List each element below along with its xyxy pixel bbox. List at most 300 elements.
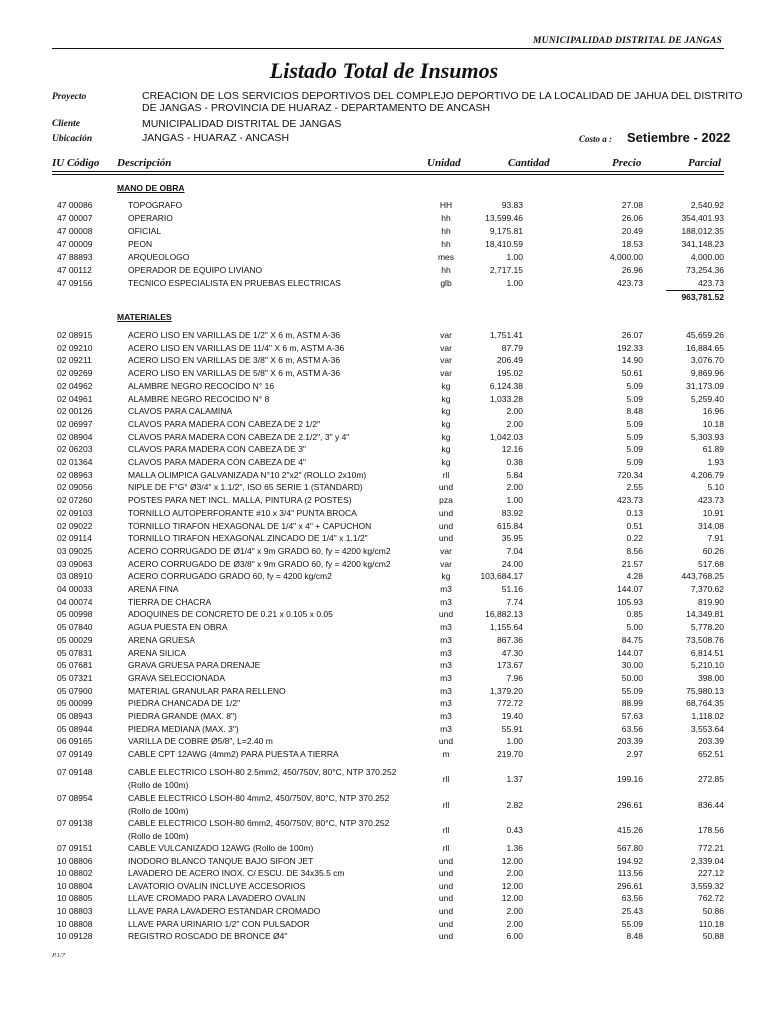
item-unit: und bbox=[438, 918, 454, 929]
table-row bbox=[0, 558, 768, 570]
item-parcial: 772.21 bbox=[698, 843, 724, 853]
item-description: CABLE ELECTRICO LSOH-80 4mm2, 450/750V, 80°C, NTP 370.252 bbox=[128, 792, 390, 803]
item-parcial: 517.68 bbox=[698, 558, 724, 569]
item-parcial: 10.91 bbox=[702, 507, 724, 518]
item-unit: kg bbox=[441, 457, 451, 467]
item-price: 2.97 bbox=[626, 749, 643, 760]
item-description: REGISTRO ROSCADO DE BRONCE Ø4" bbox=[128, 931, 288, 942]
table-row bbox=[0, 608, 768, 620]
cliente-label: Cliente bbox=[52, 119, 80, 129]
table-row bbox=[0, 494, 768, 506]
item-unit: mes bbox=[437, 252, 455, 262]
item-quantity: 103,684.17 bbox=[480, 571, 523, 582]
item-parcial: 3,553.64 bbox=[690, 723, 724, 734]
item-description: ACERO LISO EN VARILLAS DE 11/4" X 6 m, ASTM A-36 bbox=[128, 342, 345, 353]
item-price: 8.56 bbox=[626, 545, 643, 556]
column-header-parcial: Parcial bbox=[688, 157, 721, 169]
item-description: PIEDRA CHANCADA DE 1/2" bbox=[128, 698, 241, 709]
item-code: 05 07840 bbox=[57, 622, 93, 633]
item-quantity: 1.00 bbox=[506, 495, 523, 506]
item-quantity: 24.00 bbox=[501, 558, 523, 569]
item-unit: hh bbox=[441, 213, 451, 223]
item-quantity: 195.02 bbox=[497, 368, 523, 379]
item-description: MALLA OLIMPICA GALVANIZADA N°10 2"x2" (ROLLO 2x10m) bbox=[128, 469, 367, 480]
item-quantity: 7.04 bbox=[506, 545, 523, 556]
item-price: 203.39 bbox=[617, 736, 643, 747]
table-row bbox=[0, 469, 768, 481]
item-parcial: 50.88 bbox=[702, 931, 724, 942]
item-quantity: 51.16 bbox=[501, 584, 523, 594]
item-unit: hh bbox=[441, 239, 451, 249]
item-description: ACERO CORRUGADO DE Ø3/8" x 9m GRADO 60, fy = 4200 kg/cm2 bbox=[128, 558, 391, 569]
table-row bbox=[0, 443, 768, 455]
item-description: PIEDRA GRANDE (MAX. 8") bbox=[128, 711, 237, 721]
item-description-continuation: (Rollo de 100m) bbox=[128, 780, 189, 790]
item-parcial: 423.73 bbox=[698, 495, 724, 506]
item-price: 296.61 bbox=[617, 880, 643, 891]
item-parcial: 14,349.81 bbox=[686, 609, 724, 620]
item-quantity: 1.36 bbox=[506, 843, 523, 853]
item-description: PEON bbox=[128, 239, 153, 249]
item-price: 21.57 bbox=[621, 558, 643, 569]
item-quantity: 12.16 bbox=[501, 444, 523, 455]
item-parcial: 341,148.23 bbox=[681, 239, 724, 249]
table-row bbox=[0, 380, 768, 392]
item-unit: m3 bbox=[440, 660, 452, 671]
item-code: 02 08915 bbox=[57, 330, 93, 340]
table-row bbox=[0, 354, 768, 366]
item-quantity: 173.67 bbox=[497, 660, 523, 671]
item-price: 55.09 bbox=[621, 685, 643, 696]
item-unit: var bbox=[440, 368, 452, 379]
item-code: 10 09128 bbox=[57, 931, 93, 942]
item-unit: m bbox=[442, 749, 450, 760]
item-price: 5.09 bbox=[626, 418, 643, 429]
item-price: 423.73 bbox=[617, 495, 643, 506]
item-quantity: 867.36 bbox=[497, 634, 523, 645]
item-unit: m3 bbox=[440, 711, 452, 721]
item-parcial: 354,401.93 bbox=[681, 213, 724, 223]
item-quantity: 2.00 bbox=[506, 418, 523, 429]
item-code: 03 09063 bbox=[57, 558, 93, 569]
item-code: 47 00008 bbox=[57, 226, 93, 236]
item-code: 02 04961 bbox=[57, 393, 93, 404]
item-description: LLAVE CROMADO PARA LAVADERO OVALIN bbox=[128, 893, 306, 904]
proyecto-label: Proyecto bbox=[52, 92, 87, 102]
item-price: 4.28 bbox=[626, 571, 643, 582]
item-quantity: 1.00 bbox=[506, 278, 523, 288]
item-description: CLAVOS PARA MADERA CON CABEZA DE 2 1/2" bbox=[128, 418, 321, 429]
item-parcial: 762.72 bbox=[698, 893, 724, 904]
item-parcial: 60.26 bbox=[702, 545, 724, 556]
item-code: 10 08806 bbox=[57, 855, 93, 866]
item-parcial: 10.18 bbox=[702, 418, 724, 429]
item-quantity: 7.74 bbox=[506, 596, 523, 607]
table-row bbox=[0, 251, 768, 263]
proyecto-value-line1: CREACION DE LOS SERVICIOS DEPORTIVOS DEL COMPLEJO DEPORTIVO DE LA LOCALIDAD DE JAHUA DEL DISTRITO bbox=[142, 90, 743, 102]
item-code: 05 00998 bbox=[57, 609, 93, 620]
item-description: TORNILLO AUTOPERFORANTE #10 x 3/4" PUNTA BROCA bbox=[128, 507, 357, 518]
table-row bbox=[0, 393, 768, 405]
item-price: 0.85 bbox=[626, 609, 643, 620]
costo-fecha: Setiembre - 2022 bbox=[627, 130, 731, 145]
item-description: ALAMBRE NEGRO RECOCIDO N° 8 bbox=[128, 393, 270, 404]
item-code: 02 07260 bbox=[57, 495, 93, 506]
item-code: 05 07831 bbox=[57, 647, 93, 658]
table-row bbox=[0, 520, 768, 532]
item-code: 05 08943 bbox=[57, 711, 93, 721]
item-description: ACERO LISO EN VARILLAS DE 5/8" X 6 m, ASTM A-36 bbox=[128, 368, 341, 379]
table-row bbox=[0, 583, 768, 595]
table-row-values bbox=[0, 824, 768, 836]
item-unit: var bbox=[440, 558, 452, 569]
table-row bbox=[0, 545, 768, 557]
item-price: 84.75 bbox=[621, 634, 643, 645]
item-code: 10 08808 bbox=[57, 918, 93, 929]
item-code: 02 09211 bbox=[57, 355, 92, 366]
table-row bbox=[0, 672, 768, 684]
item-code: 02 08963 bbox=[57, 469, 93, 480]
subtotal-rule bbox=[666, 290, 724, 291]
item-parcial: 227.12 bbox=[698, 868, 724, 879]
item-description: ACERO CORRUGADO GRADO 60, fy = 4200 kg/cm2 bbox=[128, 571, 332, 582]
item-quantity: 83.92 bbox=[501, 507, 523, 518]
item-unit: m3 bbox=[440, 723, 452, 734]
item-unit: und bbox=[438, 736, 454, 747]
item-description: ARQUEOLOGO bbox=[128, 252, 190, 262]
table-row bbox=[0, 710, 768, 722]
table-row bbox=[0, 277, 768, 289]
item-code: 02 09022 bbox=[57, 520, 93, 531]
item-description: OPERARIO bbox=[128, 213, 173, 223]
item-price: 567.80 bbox=[617, 843, 643, 853]
table-row bbox=[0, 723, 768, 735]
item-description: CLAVOS PARA MADERA CON CABEZA DE 4" bbox=[128, 457, 306, 467]
item-description: TECNICO ESPECIALISTA EN PRUEBAS ELECTRICAS bbox=[128, 278, 341, 288]
item-quantity: 2.00 bbox=[506, 406, 523, 417]
item-unit: und bbox=[438, 482, 454, 493]
table-row bbox=[0, 892, 768, 904]
table-row bbox=[0, 659, 768, 671]
item-unit: und bbox=[438, 893, 454, 904]
item-code: 02 04962 bbox=[57, 380, 93, 391]
item-code: 02 09114 bbox=[57, 533, 92, 544]
item-unit: rll bbox=[442, 825, 450, 835]
item-quantity: 9,175.81 bbox=[489, 226, 523, 236]
item-unit: kg bbox=[441, 418, 451, 429]
item-parcial: 73,508.76 bbox=[686, 634, 724, 645]
item-code: 03 08910 bbox=[57, 571, 93, 582]
item-quantity: 0.43 bbox=[506, 825, 523, 835]
item-parcial: 5,778.20 bbox=[690, 622, 724, 633]
table-row bbox=[0, 918, 768, 930]
item-parcial: 2,339.04 bbox=[690, 855, 724, 866]
item-price: 5.00 bbox=[626, 622, 643, 633]
item-price: 144.07 bbox=[617, 647, 643, 658]
item-code: 02 06997 bbox=[57, 418, 93, 429]
table-row-values bbox=[0, 773, 768, 785]
ubicacion-value: JANGAS - HUARAZ - ANCASH bbox=[142, 132, 290, 144]
item-code: 05 07681 bbox=[57, 660, 93, 671]
table-row bbox=[0, 867, 768, 879]
item-description: GRAVA GRUESA PARA DRENAJE bbox=[128, 660, 261, 671]
item-unit: rll bbox=[442, 843, 450, 853]
item-parcial: 272.85 bbox=[698, 774, 724, 784]
item-price: 26.07 bbox=[621, 330, 643, 340]
table-row bbox=[0, 685, 768, 697]
item-quantity: 2.82 bbox=[506, 799, 523, 810]
item-price: 2.55 bbox=[626, 482, 643, 493]
item-price: 27.08 bbox=[621, 200, 643, 210]
item-price: 5.09 bbox=[626, 457, 643, 467]
item-quantity: 13,599.46 bbox=[485, 213, 523, 223]
item-price: 4,000.00 bbox=[609, 252, 643, 262]
table-row bbox=[0, 596, 768, 608]
item-code: 05 07900 bbox=[57, 685, 93, 696]
item-description: ACERO CORRUGADO DE Ø1/4" x 9m GRADO 60, fy = 4200 kg/cm2 bbox=[128, 545, 391, 556]
item-parcial: 178.56 bbox=[698, 825, 724, 835]
item-quantity: 0.38 bbox=[506, 457, 523, 467]
item-code: 47 00009 bbox=[57, 239, 93, 249]
item-parcial: 68,764.35 bbox=[686, 698, 724, 709]
item-price: 199.16 bbox=[617, 774, 643, 784]
item-quantity: 1.00 bbox=[506, 252, 523, 262]
item-description: LLAVE PARA URINARIO 1/2" CON PULSADOR bbox=[128, 918, 310, 929]
item-quantity: 219.70 bbox=[497, 749, 523, 760]
item-description: ACERO LISO EN VARILLAS DE 3/8" X 6 m, ASTM A-36 bbox=[128, 355, 341, 366]
item-quantity: 18,410.59 bbox=[485, 239, 523, 249]
item-unit: kg bbox=[441, 444, 451, 455]
item-price: 8.48 bbox=[626, 931, 643, 942]
item-code: 05 00099 bbox=[57, 698, 93, 709]
cliente-value: MUNICIPALIDAD DISTRITAL DE JANGAS bbox=[142, 118, 342, 130]
table-row bbox=[0, 570, 768, 582]
item-unit: var bbox=[440, 545, 452, 556]
item-price: 5.09 bbox=[626, 393, 643, 404]
item-parcial: 5.10 bbox=[707, 482, 724, 493]
item-quantity: 1,751.41 bbox=[489, 330, 523, 340]
item-quantity: 1.37 bbox=[506, 774, 523, 784]
item-description-continuation: (Rollo de 100m) bbox=[128, 805, 189, 816]
proyecto-value-line2: DE JANGAS - PROVINCIA DE HUARAZ - DEPARTAMENTO DE ANCASH bbox=[142, 102, 491, 114]
costo-label: Costo a : bbox=[579, 134, 613, 144]
table-row bbox=[0, 507, 768, 519]
item-price: 30.00 bbox=[621, 660, 643, 671]
table-row bbox=[0, 342, 768, 354]
column-header-precio: Precio bbox=[612, 157, 642, 169]
item-price: 5.09 bbox=[626, 431, 643, 442]
item-description: ARENA FINA bbox=[128, 584, 179, 594]
item-parcial: 45,659.26 bbox=[686, 330, 724, 340]
item-price: 113.56 bbox=[617, 868, 643, 879]
item-code: 10 08804 bbox=[57, 880, 93, 891]
item-unit: rll bbox=[442, 774, 450, 784]
item-quantity: 6.00 bbox=[506, 931, 523, 942]
item-parcial: 203.39 bbox=[698, 736, 724, 747]
item-unit: m3 bbox=[440, 698, 452, 709]
item-unit: rll bbox=[442, 469, 450, 480]
table-row bbox=[0, 634, 768, 646]
table-row bbox=[0, 735, 768, 747]
item-parcial: 836.44 bbox=[698, 799, 724, 810]
item-parcial: 7,370.62 bbox=[690, 584, 724, 594]
item-description: GRAVA SELECCIONADA bbox=[128, 672, 225, 683]
item-price: 194.92 bbox=[617, 855, 643, 866]
item-price: 0.13 bbox=[626, 507, 643, 518]
item-unit: und bbox=[438, 931, 454, 942]
table-row-values bbox=[0, 799, 768, 811]
table-row bbox=[0, 842, 768, 854]
item-quantity: 1,379.20 bbox=[489, 685, 523, 696]
section-title-mano-de-obra: MANO DE OBRA bbox=[117, 183, 185, 193]
item-unit: kg bbox=[441, 380, 451, 391]
item-description: TORNILLO TIRAFON HEXAGONAL ZINCADO DE 1/4" x 1.1/2" bbox=[128, 533, 368, 544]
item-price: 63.56 bbox=[621, 723, 643, 734]
item-quantity: 12.00 bbox=[501, 880, 523, 891]
table-row bbox=[0, 225, 768, 237]
item-price: 63.56 bbox=[621, 893, 643, 904]
item-parcial: 3,076.70 bbox=[690, 355, 724, 366]
item-quantity: 5.84 bbox=[506, 469, 523, 480]
item-parcial: 4,206.79 bbox=[690, 469, 724, 480]
item-unit: und bbox=[438, 507, 454, 518]
item-quantity: 2.00 bbox=[506, 868, 523, 879]
item-description: CABLE CPT 12AWG (4mm2) PARA PUESTA A TIERRA bbox=[128, 749, 339, 760]
item-parcial: 73,254.36 bbox=[686, 265, 724, 275]
page-title: Listado Total de Insumos bbox=[269, 58, 499, 83]
item-code: 47 00112 bbox=[57, 265, 92, 275]
item-unit: und bbox=[438, 520, 454, 531]
item-price: 415.26 bbox=[617, 825, 643, 835]
item-parcial: 1,118.02 bbox=[691, 711, 724, 721]
item-parcial: 443,768.25 bbox=[681, 571, 724, 582]
item-description: ADOQUINES DE CONCRETO DE 0.21 x 0.105 x 0.05 bbox=[128, 609, 333, 620]
item-unit: hh bbox=[441, 226, 451, 236]
item-description: INODORO BLANCO TANQUE BAJO SIFON JET bbox=[128, 855, 314, 866]
section-subtotal: 963,781.52 bbox=[681, 292, 724, 302]
column-header-unidad: Unidad bbox=[427, 157, 461, 169]
table-row bbox=[0, 532, 768, 544]
item-code: 02 09056 bbox=[57, 482, 93, 493]
item-quantity: 2,717.15 bbox=[489, 265, 523, 275]
item-description: POSTES PARA NET INCL. MALLA, PINTURA (2 POSTES) bbox=[128, 495, 352, 506]
item-parcial: 188,012.35 bbox=[681, 226, 724, 236]
item-unit: glb bbox=[440, 278, 452, 288]
item-unit: m3 bbox=[440, 672, 452, 683]
item-description: LLAVE PARA LAVADERO ESTANDAR CROMADO bbox=[128, 906, 321, 916]
item-parcial: 3,559.32 bbox=[690, 880, 724, 891]
item-code: 10 08803 bbox=[57, 906, 93, 916]
item-parcial: 423.73 bbox=[698, 278, 724, 288]
item-code: 02 01364 bbox=[57, 457, 93, 467]
item-unit: kg bbox=[441, 571, 451, 582]
item-price: 50.61 bbox=[621, 368, 643, 379]
section-title-materiales: MATERIALES bbox=[117, 312, 172, 322]
item-code: 02 00126 bbox=[57, 406, 93, 417]
table-row bbox=[0, 855, 768, 867]
table-row bbox=[0, 481, 768, 493]
item-unit: m3 bbox=[440, 647, 452, 658]
item-code: 07 09148 bbox=[57, 767, 93, 777]
item-description: MATERIAL GRANULAR PARA RELLENO bbox=[128, 685, 286, 696]
column-header-cantidad: Cantidad bbox=[508, 157, 550, 169]
item-unit: pza bbox=[439, 495, 453, 506]
item-description: OFICIAL bbox=[128, 226, 162, 236]
item-description: ALAMBRE NEGRO RECOCIDO N° 16 bbox=[128, 380, 275, 391]
item-price: 88.99 bbox=[621, 698, 643, 709]
item-code: 04 00074 bbox=[57, 596, 93, 607]
item-quantity: 2.00 bbox=[506, 482, 523, 493]
item-quantity: 772.72 bbox=[497, 698, 523, 709]
item-code: 02 08904 bbox=[57, 431, 93, 442]
item-parcial: 5,259.40 bbox=[690, 393, 724, 404]
item-code: 03 09025 bbox=[57, 545, 93, 556]
table-row bbox=[0, 880, 768, 892]
item-unit: rll bbox=[442, 799, 450, 810]
table-row bbox=[0, 647, 768, 659]
item-description: LAVADERO DE ACERO INOX. C/ ESCU. DE 34x35.5 cm bbox=[128, 868, 345, 879]
item-code: 02 09210 bbox=[57, 342, 93, 353]
item-price: 25.43 bbox=[621, 906, 643, 916]
item-unit: HH bbox=[439, 200, 453, 210]
item-unit: und bbox=[438, 533, 454, 544]
item-description: OPERADOR DE EQUIPO LIVIANO bbox=[128, 265, 263, 275]
table-row bbox=[0, 697, 768, 709]
item-code: 05 08944 bbox=[57, 723, 93, 734]
item-price: 144.07 bbox=[617, 584, 643, 594]
item-price: 0.22 bbox=[626, 533, 643, 544]
item-price: 8.48 bbox=[626, 406, 643, 417]
column-header-descripcion: Descripción bbox=[117, 157, 172, 169]
item-unit: und bbox=[438, 880, 454, 891]
item-code: 07 08954 bbox=[57, 792, 93, 803]
item-code: 05 07321 bbox=[57, 672, 93, 683]
item-description: AGUA PUESTA EN OBRA bbox=[128, 622, 228, 633]
item-price: 423.73 bbox=[617, 278, 643, 288]
table-row bbox=[0, 329, 768, 341]
item-description: LAVATORIO OVALIN INCLUYE ACCESORIOS bbox=[128, 880, 306, 891]
item-description: TORNILLO TIRAFON HEXAGONAL DE 1/4" x 4" + CAPUCHON bbox=[128, 520, 372, 531]
item-quantity: 16,882.13 bbox=[485, 609, 523, 620]
ubicacion-label: Ubicación bbox=[52, 134, 93, 144]
item-parcial: 9,869.96 bbox=[690, 368, 724, 379]
item-quantity: 12.00 bbox=[501, 893, 523, 904]
item-price: 18.53 bbox=[621, 239, 643, 249]
item-quantity: 35.95 bbox=[501, 533, 523, 544]
item-description: CLAVOS PARA MADERA CON CABEZA DE 3" bbox=[128, 444, 306, 455]
item-code: 47 88893 bbox=[57, 252, 93, 262]
item-parcial: 75,980.13 bbox=[686, 685, 724, 696]
item-price: 20.49 bbox=[621, 226, 643, 236]
item-quantity: 1,155.64 bbox=[489, 622, 523, 633]
item-description: ARENA GRUESA bbox=[128, 634, 196, 645]
item-quantity: 7.96 bbox=[506, 672, 523, 683]
item-price: 296.61 bbox=[617, 799, 643, 810]
item-code: 07 09138 bbox=[57, 818, 93, 828]
item-description: VARILLA DE COBRE Ø5/8", L=2.40 m bbox=[128, 736, 273, 747]
item-code: 02 09103 bbox=[57, 507, 93, 518]
item-quantity: 1,033.28 bbox=[489, 393, 523, 404]
table-row bbox=[0, 199, 768, 211]
item-code: 02 06203 bbox=[57, 444, 93, 455]
item-code: 07 09149 bbox=[57, 749, 93, 760]
item-parcial: 16,884.65 bbox=[686, 342, 724, 353]
item-unit: m3 bbox=[440, 622, 452, 633]
item-description: ARENA SILICA bbox=[128, 647, 187, 658]
item-description: CLAVOS PARA CALAMINA bbox=[128, 406, 233, 417]
item-price: 192.33 bbox=[617, 342, 643, 353]
item-price: 5.09 bbox=[626, 444, 643, 455]
